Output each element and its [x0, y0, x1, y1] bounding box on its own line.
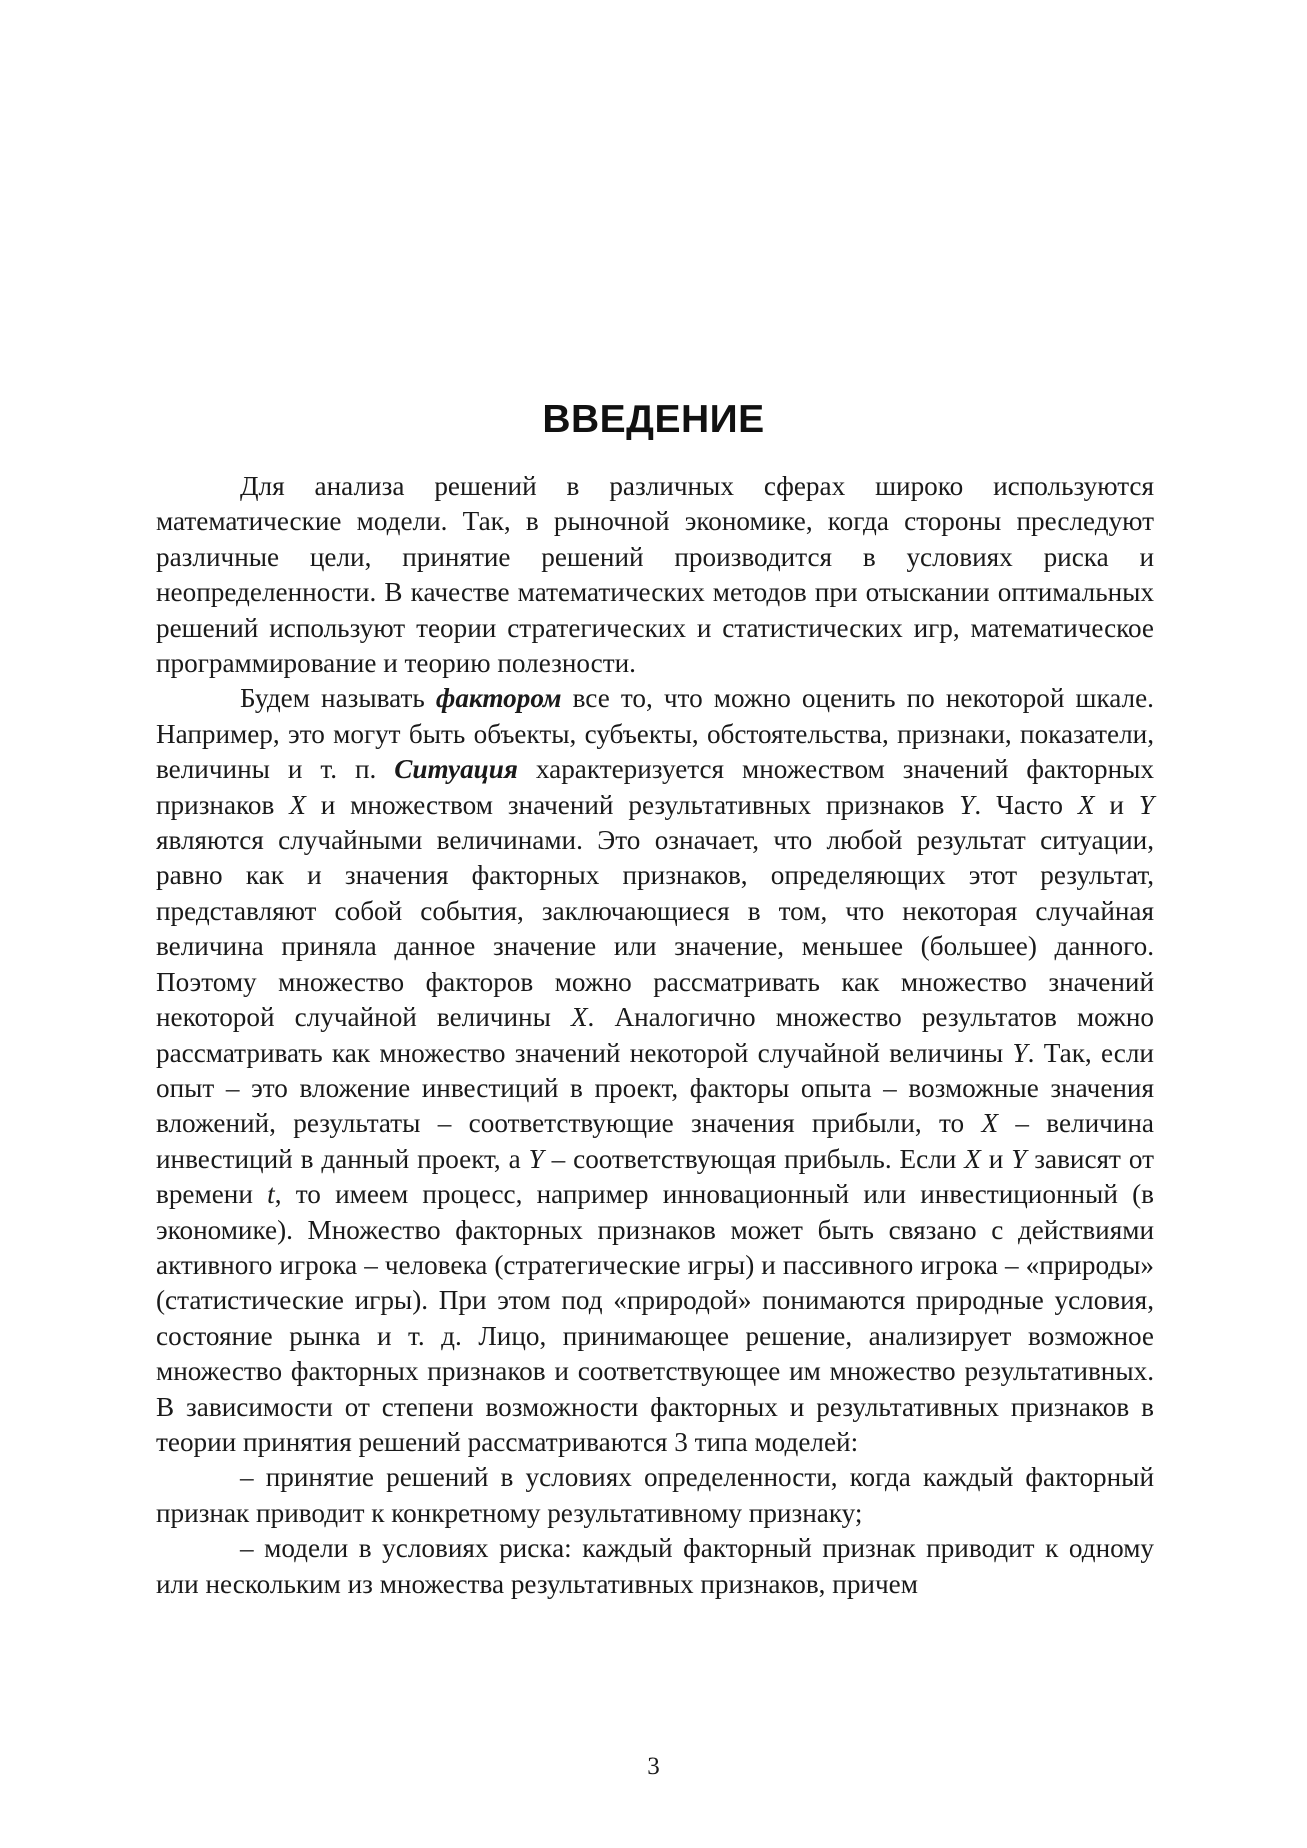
- variable-y: Y: [1012, 1037, 1028, 1068]
- variable-y: Y: [959, 789, 975, 820]
- text-run: характеризуется множеством значений факторных признаков: [156, 754, 1154, 820]
- text-run: . Часто: [974, 789, 1078, 820]
- text-run: , то имеем процесс, например инновационный или инвестиционный (в экономике). Множество факторных признаков может быть связано с действиями активного игрока – человека (стратегические игры) и пассивного игрока – «природы» (статистические игры). При этом под «природой» понимаются природные условия, состояние рынка и т. д. Лицо, принимающее решение, анализирует возможное множество факторных признаков и соответствующее им множество результативных. В зависимости от степени возможности факторных и результативных признаков в теории принятия решений рассматриваются 3 типа моделей:: [156, 1179, 1154, 1457]
- text-run: – величина инвестиций в данный проект, а: [156, 1108, 1154, 1174]
- variable-x: X: [981, 1108, 999, 1139]
- text-run: Будем называть: [240, 683, 436, 714]
- text-run: зависят от времени: [156, 1143, 1154, 1210]
- text-run: все то, что можно оценить по некоторой шкале. Например, это могут быть объекты, субъекты, обстоятельства, признаки, показатели, величины и т. п.: [156, 683, 1154, 785]
- term-situation: Ситуация: [394, 754, 518, 785]
- variable-x: X: [570, 1002, 588, 1033]
- list-item-certainty: – принятие решений в условиях определенности, когда каждый факторный признак приводит к конкретному результативному признаку;: [156, 1462, 1154, 1528]
- text-run: и: [1094, 789, 1139, 820]
- term-factor: фактором: [435, 683, 562, 714]
- text-run: . Так, если опыт – это вложение инвестиций в проект, факторы опыта – возможные значения вложений, результаты – соответствующие значения прибыли, то: [156, 1037, 1154, 1139]
- page-title: ВВЕДЕНИЕ: [542, 398, 765, 441]
- variable-x: X: [964, 1143, 981, 1174]
- text-run: и множеством значений результативных признаков: [305, 789, 960, 820]
- variable-x: X: [289, 789, 306, 820]
- text-run: и: [980, 1143, 1012, 1174]
- text-run: – соответствующая прибыль. Если: [543, 1143, 965, 1174]
- paragraph-intro: Для анализа решений в различных сферах широко используются математические модели. Так, в рыночной экономике, когда стороны преследуют различные цели, принятие решений производится в условиях риска и неопределенности. В качестве математических методов при отыскании оптимальных решений используют теории стратегических и статистических игр, математическое программирование и теорию полезности.: [156, 471, 1154, 679]
- text-run: . Аналогично множество результатов можно рассматривать как множество значений некоторой случайной величины: [156, 1002, 1154, 1068]
- variable-t: t: [267, 1179, 275, 1210]
- paragraph-definitions: [156, 681, 1154, 1460]
- main-text: [156, 469, 1154, 1602]
- page-number: 3: [647, 1753, 660, 1780]
- variable-x: X: [1077, 789, 1095, 820]
- variable-y: Y: [528, 1143, 544, 1174]
- text-run: являются случайными величинами. Это означает, что любой результат ситуации, равно как и значения факторных признаков, определяющих этот результат, представляют собой события, заключающиеся в том, что некоторая случайная величина приняла данное значение или значение, меньшее (большее) данного. Поэтому множество факторов можно рассматривать как множество значений некоторой случайной величины: [156, 825, 1154, 1033]
- variable-y: Y: [1138, 789, 1154, 820]
- variable-y: Y: [1011, 1143, 1027, 1174]
- list-item-risk: – модели в условиях риска: каждый факторный признак приводит к одному или нескольким из множества результативных признаков, причем: [156, 1533, 1154, 1599]
